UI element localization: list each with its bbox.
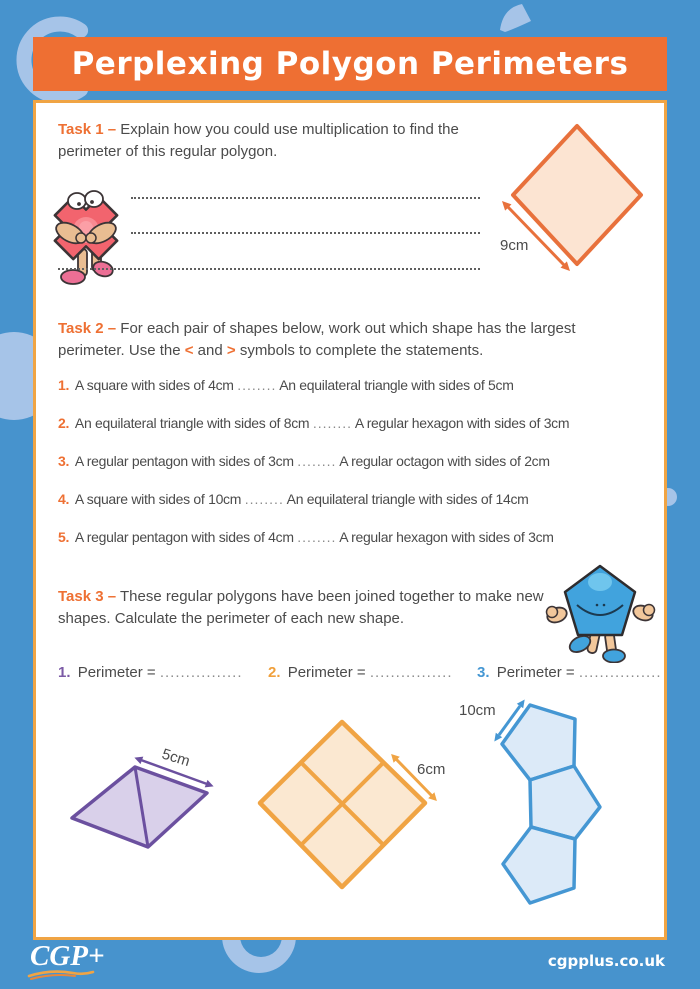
item-left-text: A regular pentagon with sides of 4cm — [74, 529, 294, 545]
cgp-logo: CGP+ — [30, 940, 105, 972]
answer-number: 1. — [58, 664, 71, 681]
answer-line[interactable] — [58, 268, 480, 270]
title-banner — [33, 37, 667, 91]
comparison-blank[interactable]: ........ — [297, 453, 337, 469]
logo-swoosh-icon — [27, 968, 97, 980]
comparison-blank[interactable]: ........ — [237, 377, 277, 393]
wedge-decoration — [500, 4, 531, 32]
item-number: 3. — [58, 453, 70, 469]
answer-number: 3. — [477, 664, 490, 681]
task2-intro-2: and — [197, 342, 223, 359]
answer-label: Perimeter = — [77, 664, 156, 681]
answer-label: Perimeter = — [496, 664, 575, 681]
item-left-text: An equilateral triangle with sides of 8cm — [74, 415, 310, 431]
page-title: Perplexing Polygon Perimeters — [71, 46, 629, 82]
item-left-text: A square with sides of 4cm — [74, 377, 234, 393]
answer-blank[interactable]: ................ — [159, 664, 243, 681]
item-number: 2. — [58, 415, 70, 431]
answer-number: 2. — [268, 664, 281, 681]
side-length-label: 6cm — [417, 761, 446, 778]
comparison-item — [58, 529, 554, 545]
task1-text: Explain how you could use multiplication to find the perimeter of this regular polygon. — [58, 121, 459, 160]
item-number: 4. — [58, 491, 70, 507]
greater-than-symbol: > — [226, 342, 236, 359]
side-length-label: 10cm — [459, 702, 496, 719]
half-ring-decoration — [222, 936, 296, 973]
square-grid-figure — [250, 706, 460, 901]
side-length-label: 5cm — [159, 745, 192, 771]
multiplication-mascot-icon — [42, 183, 130, 287]
less-than-symbol: < — [184, 342, 194, 359]
triangle-pair-figure — [55, 740, 235, 860]
task3-label: Task 3 – — [58, 588, 117, 605]
comparison-blank[interactable]: ........ — [244, 491, 284, 507]
side-length-label: 9cm — [500, 237, 529, 254]
task2-intro-3: symbols to complete the statements. — [239, 342, 484, 359]
item-left-text: A square with sides of 10cm — [74, 491, 242, 507]
comparison-item — [58, 377, 514, 393]
item-left-text: A regular pentagon with sides of 3cm — [74, 453, 294, 469]
answer-blank[interactable]: ................ — [369, 664, 453, 681]
perimeter-answer-2 — [268, 664, 453, 681]
item-number: 5. — [58, 529, 70, 545]
answer-line[interactable] — [131, 197, 480, 199]
comparison-item — [58, 415, 569, 431]
perimeter-answer-3 — [477, 664, 662, 681]
pentagon-mascot-icon — [543, 563, 658, 663]
item-right-text: A regular hexagon with sides of 3cm — [354, 415, 570, 431]
perimeter-answer-1 — [58, 664, 243, 681]
item-number: 1. — [58, 377, 70, 393]
answer-blank[interactable]: ................ — [578, 664, 662, 681]
item-right-text: An equilateral triangle with sides of 5cm — [279, 377, 514, 393]
task2-label: Task 2 – — [58, 320, 117, 337]
pentagon-chain-figure — [455, 682, 655, 932]
task2-intro-1: For each pair of shapes below, work out which shape has the largest perimeter. Use the — [58, 320, 576, 359]
task3-text: These regular polygons have been joined together to make new shapes. Calculate the perimeter of each new shape. — [58, 588, 544, 627]
answer-line[interactable] — [131, 232, 480, 234]
comparison-item — [58, 491, 529, 507]
task3-heading — [58, 586, 553, 630]
item-right-text: An equilateral triangle with sides of 14cm — [286, 491, 529, 507]
comparison-blank[interactable]: ........ — [312, 415, 353, 431]
footer-url[interactable]: cgpplus.co.uk — [547, 952, 665, 970]
comparison-item — [58, 453, 550, 469]
answer-label: Perimeter = — [287, 664, 366, 681]
task2-heading — [58, 318, 633, 362]
comparison-blank[interactable]: ........ — [297, 529, 337, 545]
square-9cm-figure — [488, 108, 668, 288]
item-right-text: A regular hexagon with sides of 3cm — [339, 529, 554, 545]
item-right-text: A regular octagon with sides of 2cm — [339, 453, 550, 469]
task1-label: Task 1 – — [58, 121, 117, 138]
task1-heading — [58, 119, 523, 163]
